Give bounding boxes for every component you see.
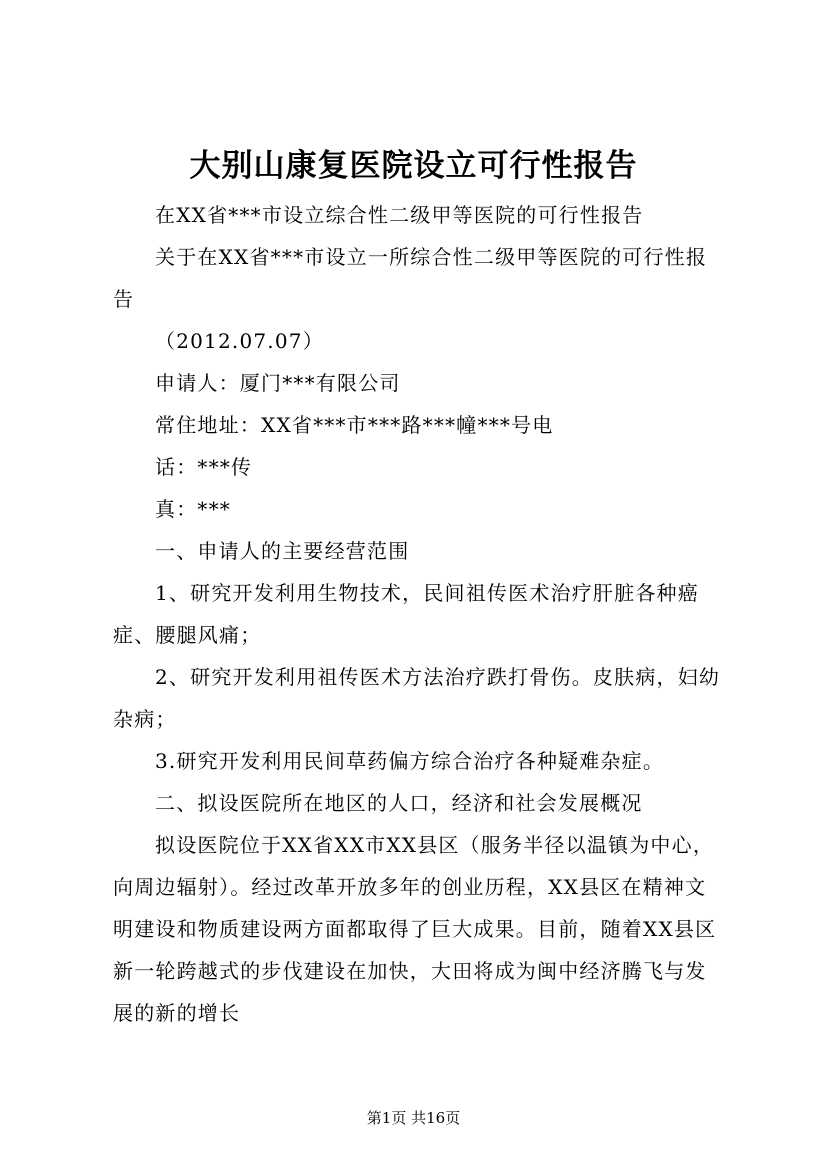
paragraph: 话：***传 bbox=[155, 455, 253, 479]
paragraph: 真：*** bbox=[155, 497, 231, 521]
paragraph: 关于在XX省***市设立一所综合性二级甲等医院的可行性报告 bbox=[113, 245, 708, 311]
paragraph: 在XX省***市设立综合性二级甲等医院的可行性报告 bbox=[155, 203, 644, 227]
paragraph: 申请人：厦门***有限公司 bbox=[155, 371, 401, 395]
page-footer: 第1页 共16页 bbox=[366, 1109, 461, 1127]
section-heading: 二、拟设医院所在地区的人口，经济和社会发展概况 bbox=[155, 791, 643, 815]
paragraph: 1、研究开发利用生物技术，民间祖传医术治疗肝脏各种癌症、腰腿风痛； bbox=[113, 581, 699, 647]
paragraph: 2、研究开发利用祖传医术方法治疗跌打骨伤。皮肤病，妇幼杂病； bbox=[113, 665, 721, 731]
paragraph: 3.研究开发利用民间草药偏方综合治疗各种疑难杂症。 bbox=[155, 749, 665, 773]
paragraph: 常住地址：XX省***市***路***幢***号电 bbox=[155, 413, 554, 437]
document-title: 大别山康复医院设立可行性报告 bbox=[189, 148, 638, 184]
section-heading: 一、申请人的主要经营范围 bbox=[155, 539, 410, 563]
paragraph-date: （2012.07.07） bbox=[155, 329, 324, 353]
paragraph: 拟设医院位于XX省XX市XX县区（服务半径以温镇为中心，向周边辐射）。经过改革开放多年的创业历程，XX县区在精神文明建设和物质建设两方面都取得了巨大成果。目前，随着XX县区新一轮跨越式的步伐建设在加快，大田将成为闽中经济腾飞与发展的新的增长 bbox=[113, 833, 717, 1025]
